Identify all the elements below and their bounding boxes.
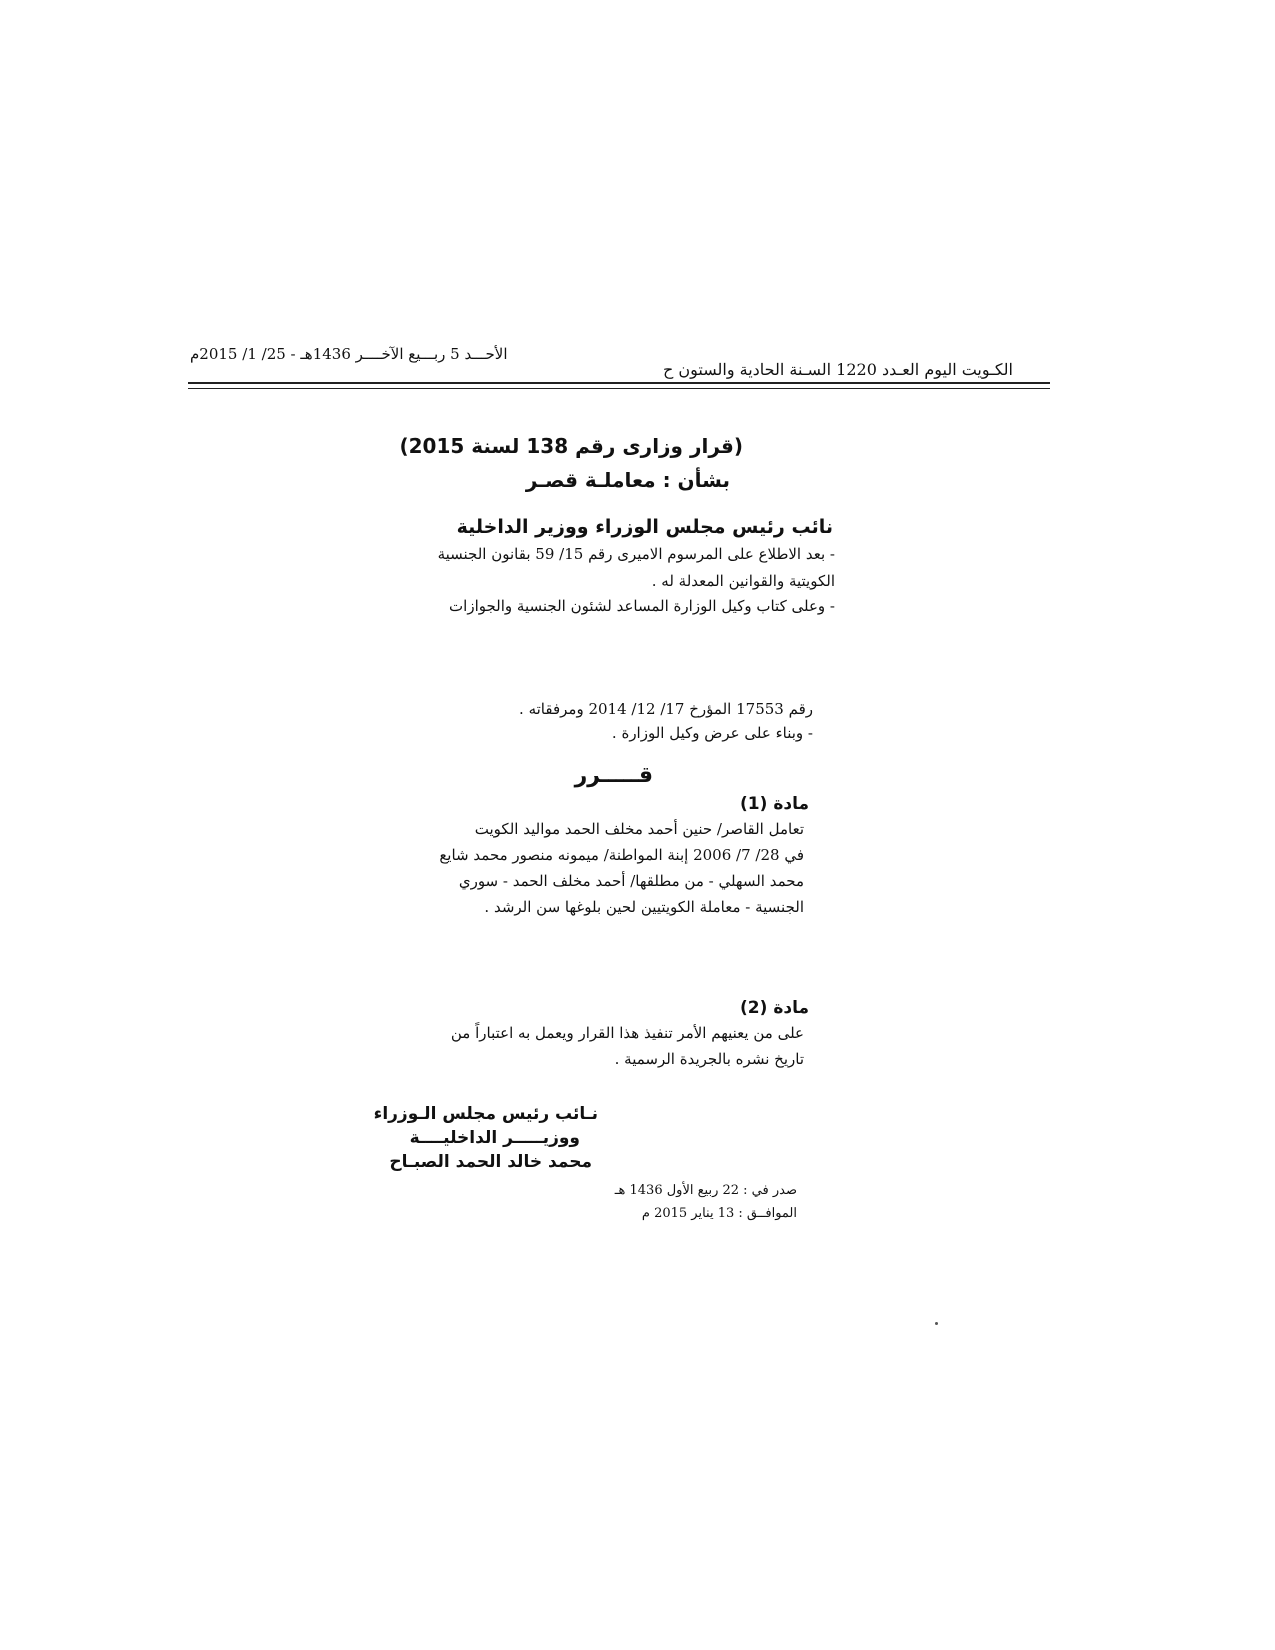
decree-subject: بشأن : معاملـة قصـر xyxy=(525,468,730,492)
article-1-line: الجنسية - معاملة الكويتيين لحين بلوغها سن الرشد . xyxy=(484,898,804,916)
header-date: الأحـــد 5 ربـــيع الآخــــر 1436هـ - 25/ 1/ 2015م xyxy=(190,345,508,363)
preamble-line: - وبناء على عرض وكيل الوزارة . xyxy=(611,724,813,742)
article-1-line: تعامل القاصر/ حنين أحمد مخلف الحمد مواليد الكويت xyxy=(474,820,804,838)
preamble-line: رقم 17553 المؤرخ 17/ 12/ 2014 ومرفقاته . xyxy=(519,700,813,718)
preamble-line: الكويتية والقوانين المعدلة له . xyxy=(651,572,835,590)
signature-name: محمد خالد الحمد الصبـاح xyxy=(389,1152,592,1172)
article-1-line: في 28/ 7/ 2006 إبنة المواطنة/ ميمونه منصور محمد شايع xyxy=(439,846,804,864)
header-publication: الكـويت اليوم العـدد 1220 السـنة الحادية والستون ح xyxy=(662,360,1013,379)
scan-speck xyxy=(935,1322,938,1325)
article-2-line: تاريخ نشره بالجريدة الرسمية . xyxy=(614,1050,804,1068)
signature-title: نـائب رئيس مجلس الـوزراء xyxy=(373,1104,598,1124)
article-2-line: على من يعنيهم الأمر تنفيذ هذا القرار ويعمل به اعتباراً من xyxy=(450,1024,804,1042)
decision-heading: قـــــرر xyxy=(574,763,653,788)
issued-gregorian-date: الموافــق : 13 يناير 2015 م xyxy=(641,1206,797,1221)
article-1-heading: مادة (1) xyxy=(740,794,809,814)
decree-title: (قرار وزارى رقم 138 لسنة 2015) xyxy=(399,434,743,458)
issued-hijri-date: صدر في : 22 ربيع الأول 1436 هـ xyxy=(614,1183,797,1198)
article-2-heading: مادة (2) xyxy=(740,998,809,1018)
article-1-line: محمد السهلي - من مطلقها/ أحمد مخلف الحمد - سوري xyxy=(458,872,804,890)
preamble-line: - بعد الاطلاع على المرسوم الاميرى رقم 15/ 59 بقانون الجنسية xyxy=(437,545,835,563)
header-rule-thick xyxy=(188,382,1050,384)
preamble-line: - وعلى كتاب وكيل الوزارة المساعد لشئون الجنسية والجوازات xyxy=(449,597,835,615)
decree-issuer: نائب رئيس مجلس الوزراء ووزير الداخلية xyxy=(456,516,833,538)
signature-ministry: ووزيـــــر الداخليــــة xyxy=(409,1128,580,1148)
header-rule-thin xyxy=(188,388,1050,389)
